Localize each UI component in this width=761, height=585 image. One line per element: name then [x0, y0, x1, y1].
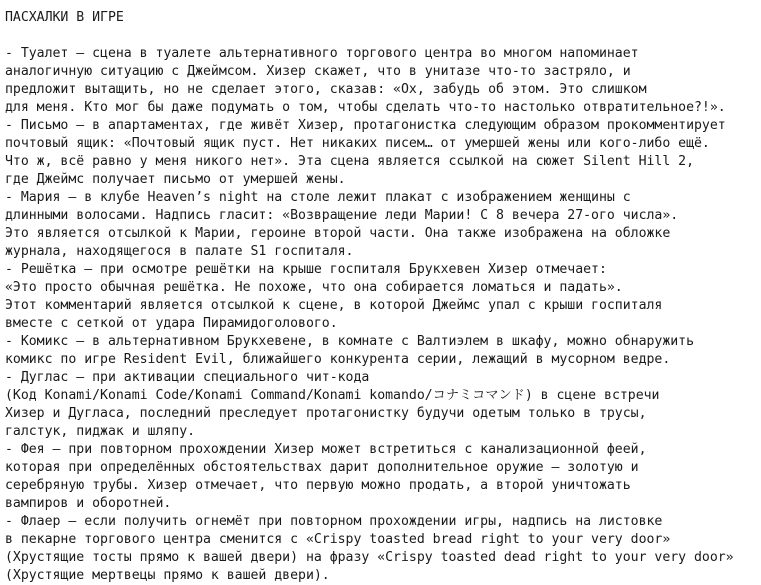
text-line: аналогичную ситуацию с Джеймсом. Хизер скажет, что в унитазе что-то застряло, и [5, 64, 631, 79]
text-line: комикс по игре Resident Evil, ближайшего конкурента серии, лежащий в мусорном ведре. [5, 352, 671, 367]
text-line: (Код Konami/Konami Code/Konami Command/Konami komando/コナミコマンド) в сцене встречи [5, 388, 660, 403]
text-line: - Флаер — если получить огнемёт при повторном прохождении игры, надпись на листовке [5, 514, 663, 529]
text-line: «Это просто обычная решётка. Не похоже, что она собирается ломаться и падать». [5, 280, 623, 295]
text-line: где Джеймс получает письмо от умершей жены. [5, 172, 346, 187]
text-line: - Дуглас — при активации специального чит-кода [5, 370, 370, 385]
text-line: - Мария — в клубе Heaven’s night на столе лежит плакат с изображением женщины с [5, 190, 631, 205]
text-line: предложит вытащить, но не сделает этого, сказав: «Ох, забудь об этом. Это слишком [5, 82, 647, 97]
text-line: вместе с сеткой от удара Пирамидоголового. [5, 316, 338, 331]
text-line: вампиров и оборотней. [5, 496, 172, 511]
easter-egg-flyer [5, 513, 761, 585]
text-line: - Решётка — при осмотре решётки на крыше госпиталя Брукхевен Хизер отмечает: [5, 262, 607, 277]
easter-egg-douglas [5, 369, 761, 441]
easter-egg-letter [5, 117, 761, 189]
easter-egg-toilet [5, 45, 761, 117]
text-line: Что ж, всё равно у меня никого нет». Эта сцена является ссылкой на сюжет Silent Hill 2, [5, 154, 695, 169]
text-line: (Хрустящие тосты прямо к вашей двери) на фразу «Crispy toasted dead right to your very door» [5, 550, 734, 565]
text-line: для меня. Кто мог бы даже подумать о том, чтобы сделать что-то настолько отвратительное?!». [5, 100, 726, 115]
document-title: ПАСХАЛКИ В ИГРЕ [5, 10, 124, 25]
text-line: галстук, пиджак и шляпу. [5, 424, 196, 439]
text-line: серебряную трубы. Хизер отмечает, что первую можно продать, а второй уничтожать [5, 478, 631, 493]
text-line: почтовый ящик: «Почтовый ящик пуст. Нет никаких писем… от умершей жены или кого-либо ещё. [5, 136, 710, 151]
text-line: которая при определённых обстоятельствах дарит дополнительное оружие — золотую и [5, 460, 639, 475]
text-line: (Хрустящие мертвецы прямо к вашей двери). [5, 568, 330, 583]
blank-line [5, 27, 761, 45]
text-line: - Туалет — сцена в туалете альтернативного торгового центра во многом напоминает [5, 46, 639, 61]
text-line: Этот комментарий является отсылкой к сцене, в которой Джеймс упал с крыши госпиталя [5, 298, 663, 313]
text-line: длинными волосами. Надпись гласит: «Возвращение леди Марии! С 8 вечера 27-ого числа». [5, 208, 679, 223]
easter-egg-fence [5, 261, 761, 333]
text-line: - Фея — при повторном прохождении Хизер может встретиться с канализационной феей, [5, 442, 647, 457]
text-line: - Комикс — в альтернативном Брукхевене, в комнате с Валтиэлем в шкафу, можно обнаружить [5, 334, 695, 349]
text-line: Это является отсылкой к Марии, героине второй части. Она также изображена на обложке [5, 226, 671, 241]
easter-egg-maria [5, 189, 761, 261]
easter-egg-comic [5, 333, 761, 369]
text-line: журнала, находящегося в палате S1 госпиталя. [5, 244, 354, 259]
text-line: в пекарне торгового центра сменится с «Crispy toasted bread right to your very door» [5, 532, 671, 547]
easter-egg-fairy [5, 441, 761, 513]
text-line: Хизер и Дугласа, последний преследует протагонистку будучи одетым только в трусы, [5, 406, 647, 421]
text-line: - Письмо — в апартаментах, где живёт Хизер, протагонистка следующим образом прокомментирует [5, 118, 726, 133]
